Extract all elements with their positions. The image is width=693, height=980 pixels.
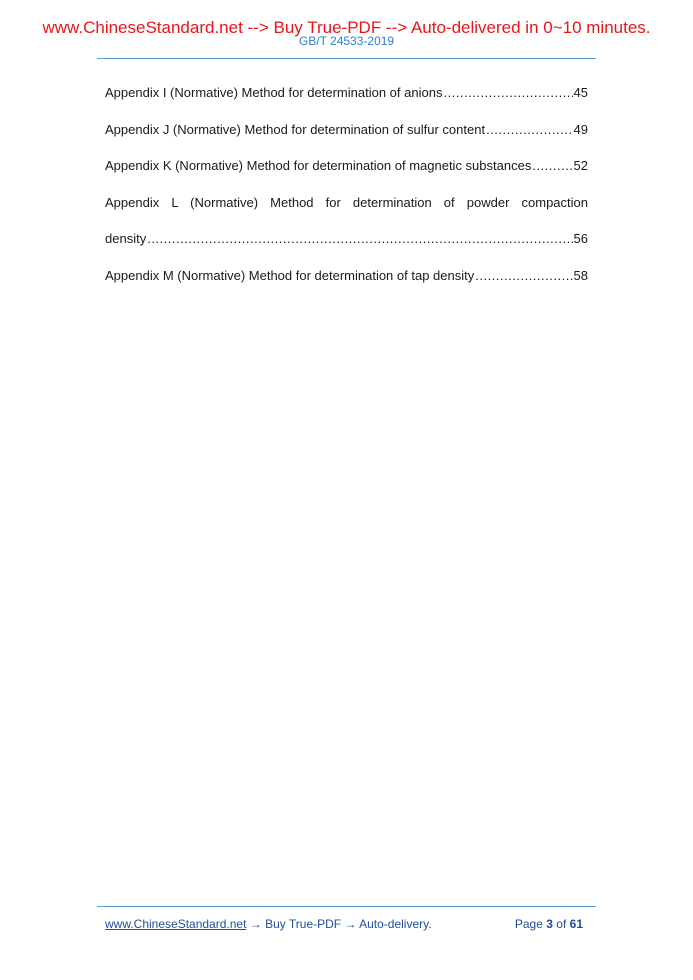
page-footer bbox=[105, 917, 583, 931]
toc-entry-title: Appendix M (Normative) Method for determination of tap density bbox=[105, 267, 475, 283]
site-banner[interactable]: www.ChineseStandard.net --> Buy True-PDF --> Auto-delivered in 0~10 minutes. bbox=[42, 18, 651, 37]
toc-entry-appendix-i[interactable] bbox=[105, 80, 588, 117]
dot-leader bbox=[486, 117, 572, 143]
footer-divider bbox=[97, 906, 596, 907]
dot-leader bbox=[443, 80, 572, 106]
header-divider bbox=[97, 58, 596, 59]
dot-leader bbox=[532, 153, 572, 179]
toc-entry-title-continued: density bbox=[105, 231, 147, 246]
toc-entry-page: 49 bbox=[573, 121, 588, 137]
toc-entry-title: Appendix L (Normative) Method for determination of powder compaction bbox=[105, 194, 588, 210]
dot-leader bbox=[147, 226, 572, 252]
toc-entry-appendix-j[interactable] bbox=[105, 117, 588, 154]
toc-entry-page: 45 bbox=[573, 85, 588, 100]
toc-entry-page: 58 bbox=[573, 267, 588, 283]
dot-leader bbox=[475, 263, 572, 289]
footer-promo bbox=[105, 917, 432, 931]
toc-entry-page: 56 bbox=[573, 231, 588, 246]
page-label: Page bbox=[514, 917, 543, 931]
of-label: of bbox=[556, 917, 567, 931]
toc-entry-appendix-k[interactable] bbox=[105, 153, 588, 190]
total-pages-number: 61 bbox=[569, 917, 583, 931]
toc-entry-title: Appendix I (Normative) Method for determination of anions bbox=[105, 85, 443, 100]
toc-entry-appendix-l-line2[interactable] bbox=[105, 226, 588, 263]
toc-entry-appendix-m[interactable] bbox=[105, 263, 588, 300]
footer-promo-text: → Buy True-PDF → Auto-delivery. bbox=[246, 917, 432, 931]
toc-entry-title: Appendix K (Normative) Method for determination of magnetic substances bbox=[105, 158, 532, 173]
table-of-contents bbox=[105, 80, 588, 299]
toc-entry-title: Appendix J (Normative) Method for determination of sulfur content bbox=[105, 121, 486, 137]
footer-site-link[interactable]: www.ChineseStandard.net bbox=[105, 917, 247, 931]
current-page-number: 3 bbox=[546, 917, 553, 931]
page-indicator bbox=[515, 917, 583, 931]
toc-entry-appendix-l-line1[interactable] bbox=[105, 190, 588, 227]
document-code: GB/T 24533-2019 bbox=[298, 34, 395, 48]
toc-entry-page: 52 bbox=[573, 158, 588, 173]
